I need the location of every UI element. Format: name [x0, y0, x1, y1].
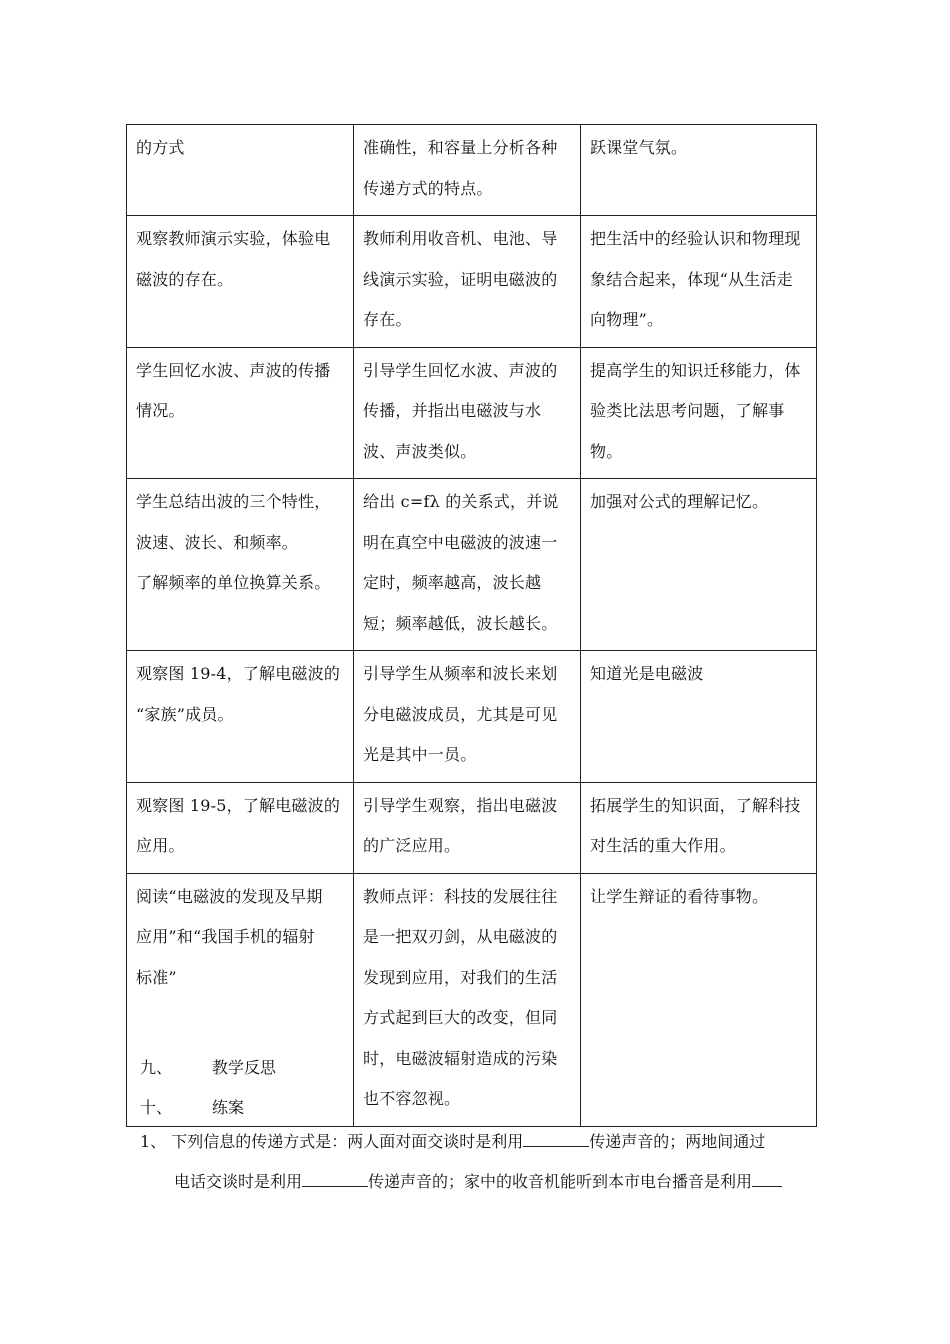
cell-text-line: 引导学生从频率和波长来划 — [363, 664, 558, 683]
student-activity-cell — [127, 651, 354, 783]
answer-blank — [302, 1172, 368, 1187]
section-reflection — [140, 1056, 276, 1080]
teacher-activity-cell — [354, 216, 581, 348]
cell-text-line: 观察图 19-4，了解电磁波的 — [136, 664, 341, 683]
answer-blank — [752, 1172, 782, 1187]
cell-text-line: 是一把双刃剑，从电磁波的 — [363, 927, 558, 946]
design-intent-cell — [581, 347, 817, 479]
cell-text-line: 也不容忽视。 — [363, 1089, 461, 1108]
cell-text-line: 短；频率越低，波长越长。 — [363, 613, 558, 633]
cell-text-line: 观察图 19-5，了解电磁波的 — [136, 795, 341, 815]
design-intent-cell — [581, 216, 817, 348]
student-activity-cell — [127, 479, 354, 651]
cell-text-line: 时，电磁波辐射造成的污染 — [363, 1048, 558, 1068]
cell-text-line: 发现到应用，对我们的生活 — [363, 967, 558, 987]
cell-text-line: 明在真空中电磁波的波速一 — [363, 532, 558, 552]
cell-text-line: 的方式 — [136, 138, 185, 157]
question-text: 下列信息的传递方式是：两人面对面交谈时是利用 — [171, 1132, 524, 1151]
cell-text-line: 存在。 — [363, 310, 412, 329]
teacher-activity-cell — [354, 651, 581, 783]
question-text: 传递声音的；两地间通过 — [589, 1132, 766, 1151]
table-row — [127, 479, 817, 651]
table-row — [127, 651, 817, 783]
cell-text-line: 向物理”。 — [590, 310, 664, 329]
student-activity-cell — [127, 216, 354, 348]
lesson-table — [126, 124, 817, 1127]
question-text: 电话交谈时是利用 — [174, 1172, 303, 1191]
cell-text-line: 情况。 — [136, 401, 185, 420]
design-intent-cell — [581, 651, 817, 783]
cell-text-line: 引导学生回忆水波、声波的 — [363, 360, 558, 380]
student-activity-cell — [127, 347, 354, 479]
cell-text-line: 波速、波长、和频率。 — [136, 532, 299, 552]
teacher-activity-cell — [354, 125, 581, 216]
lesson-table-body — [127, 125, 817, 1127]
question-number: 1、 — [140, 1132, 167, 1151]
student-activity-cell — [127, 873, 354, 1126]
exercise-question-1-line-2 — [174, 1170, 782, 1194]
cell-text-line: 引导学生观察，指出电磁波 — [363, 795, 558, 815]
table-row — [127, 216, 817, 348]
cell-text-line: 准确性，和容量上分析各种 — [363, 138, 558, 157]
section-number: 十、 — [140, 1098, 173, 1117]
cell-text-line: 的广泛应用。 — [363, 836, 461, 855]
cell-text-line: 光是其中一员。 — [363, 745, 477, 764]
cell-text-line: 把生活中的经验认识和物理现 — [590, 229, 801, 248]
cell-text-line: 对生活的重大作用。 — [590, 836, 736, 855]
table-row — [127, 782, 817, 873]
cell-text-line: 应用。 — [136, 836, 185, 855]
cell-text-line: 给出 c=fλ 的关系式，并说 — [363, 492, 559, 511]
cell-text-line: “家族”成员。 — [136, 704, 234, 724]
teacher-activity-cell — [354, 479, 581, 651]
cell-text-line: 定时，频率越高，波长越 — [363, 573, 542, 592]
cell-text-line: 物。 — [590, 441, 623, 461]
cell-text-line: 验类比法思考问题，了解事 — [590, 401, 785, 420]
cell-text-line: 了解频率的单位换算关系。 — [136, 573, 331, 592]
cell-text-line: 阅读“电磁波的发现及早期 — [136, 886, 323, 906]
cell-text-line: 学生回忆水波、声波的传播 — [136, 360, 331, 380]
student-activity-cell — [127, 125, 354, 216]
design-intent-cell — [581, 782, 817, 873]
cell-text-line: 标准” — [136, 967, 177, 987]
cell-text-line: 教师利用收音机、电池、导 — [363, 229, 558, 248]
cell-text-line: 教师点评：科技的发展往往 — [363, 886, 558, 906]
exercise-question-1 — [140, 1130, 765, 1154]
teacher-activity-cell — [354, 873, 581, 1126]
cell-text-line: 磁波的存在。 — [136, 269, 234, 289]
section-title: 练案 — [212, 1098, 245, 1117]
section-exercises — [140, 1096, 244, 1120]
cell-text-line: 拓展学生的知识面，了解科技 — [590, 795, 801, 815]
cell-text-line: 加强对公式的理解记忆。 — [590, 492, 769, 511]
cell-text-line: 让学生辩证的看待事物。 — [590, 886, 769, 906]
table-row — [127, 125, 817, 216]
design-intent-cell — [581, 873, 817, 1126]
cell-text-line: 方式起到巨大的改变，但同 — [363, 1008, 558, 1027]
design-intent-cell — [581, 125, 817, 216]
cell-text-line: 象结合起来，体现“从生活走 — [590, 269, 793, 289]
section-number: 九、 — [140, 1058, 173, 1077]
cell-text-line: 传递方式的特点。 — [363, 178, 493, 198]
design-intent-cell — [581, 479, 817, 651]
table-row — [127, 873, 817, 1126]
cell-text-line: 线演示实验，证明电磁波的 — [363, 269, 558, 289]
student-activity-cell — [127, 782, 354, 873]
teacher-activity-cell — [354, 782, 581, 873]
cell-text-line: 分电磁波成员，尤其是可见 — [363, 704, 558, 724]
section-title: 教学反思 — [212, 1058, 277, 1077]
cell-text-line: 学生总结出波的三个特性， — [136, 492, 331, 511]
question-text: 传递声音的；家中的收音机能听到本市电台播音是利用 — [368, 1172, 753, 1191]
cell-text-line: 提高学生的知识迁移能力，体 — [590, 360, 801, 380]
cell-text-line: 跃课堂气氛。 — [590, 138, 688, 157]
cell-text-line: 波、声波类似。 — [363, 441, 477, 461]
cell-text-line: 知道光是电磁波 — [590, 664, 704, 683]
answer-blank — [523, 1132, 589, 1147]
cell-text-line: 观察教师演示实验，体验电 — [136, 229, 331, 248]
cell-text-line: 应用”和“我国手机的辐射 — [136, 927, 315, 946]
cell-text-line: 传播，并指出电磁波与水 — [363, 401, 542, 420]
table-row — [127, 347, 817, 479]
teacher-activity-cell — [354, 347, 581, 479]
